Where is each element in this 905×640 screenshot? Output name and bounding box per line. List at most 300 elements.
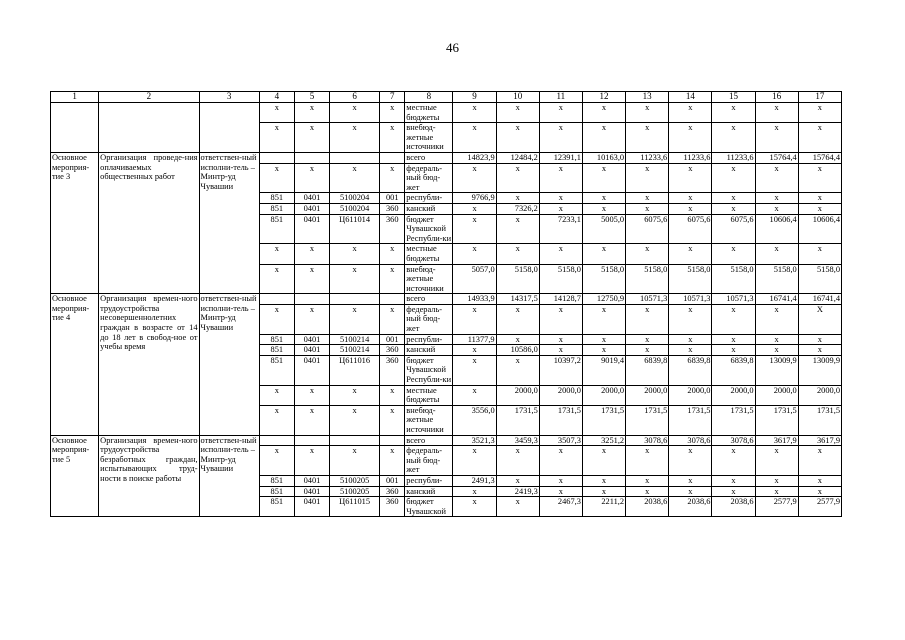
cell-expense-type: x <box>380 123 405 153</box>
cell-section <box>294 435 329 446</box>
cell-value-col-13: x <box>626 345 669 356</box>
cell-value-col-16: 2000,0 <box>755 385 798 405</box>
cell-section: 0401 <box>294 475 329 486</box>
cell-value-col-9: x <box>453 103 496 123</box>
cell-funding-source: республи- <box>405 475 453 486</box>
cell-value-col-16: x <box>755 475 798 486</box>
cell-value-col-11: x <box>539 334 582 345</box>
cell-value-col-13: 5158,0 <box>626 264 669 294</box>
cell-section: 0401 <box>294 334 329 345</box>
cell-target-article: x <box>330 264 380 294</box>
cell-target-article: x <box>330 103 380 123</box>
cell-value-col-9: 3556,0 <box>453 405 496 435</box>
cell-value-col-17: 5158,0 <box>798 264 841 294</box>
cell-value-col-11: 7233,1 <box>539 214 582 244</box>
cell-expense-type: x <box>380 385 405 405</box>
budget-table <box>50 91 842 517</box>
cell-value-col-14: x <box>669 244 712 264</box>
cell-value-col-13: x <box>626 123 669 153</box>
cell-value-col-14: 11233,6 <box>669 152 712 163</box>
cell-value-col-13: x <box>626 446 669 476</box>
cell-value-col-16: x <box>755 103 798 123</box>
column-number-15: 15 <box>712 92 755 103</box>
cell-value-col-16: 5158,0 <box>755 264 798 294</box>
cell-grbs: 851 <box>259 497 294 517</box>
cell-expense-type: x <box>380 163 405 193</box>
cell-expense-type: 360 <box>380 345 405 356</box>
cell-value-col-11: x <box>539 163 582 193</box>
cell-grbs: 851 <box>259 193 294 204</box>
cell-value-col-11: x <box>539 446 582 476</box>
column-number-4: 4 <box>259 92 294 103</box>
cell-value-col-9: x <box>453 486 496 497</box>
cell-grbs: 851 <box>259 486 294 497</box>
cell-value-col-15: x <box>712 203 755 214</box>
cell-value-col-15: 6839,8 <box>712 355 755 385</box>
activity-name: Основное мероприя-тие 4 <box>51 294 99 435</box>
cell-value-col-9: 5057,0 <box>453 264 496 294</box>
column-number-11: 11 <box>539 92 582 103</box>
cell-value-col-14: x <box>669 486 712 497</box>
cell-value-col-11: 10397,2 <box>539 355 582 385</box>
cell-value-col-10: x <box>496 355 539 385</box>
cell-value-col-11: x <box>539 203 582 214</box>
cell-value-col-11: x <box>539 486 582 497</box>
cell-funding-source: федераль-ный бюд-жет <box>405 446 453 476</box>
cell-funding-source: внебюд-жетные источники <box>405 123 453 153</box>
cell-value-col-10: x <box>496 193 539 204</box>
cell-funding-source: внебюд-жетные источники <box>405 264 453 294</box>
cell-value-col-17: x <box>798 486 841 497</box>
cell-funding-source: бюджет Чувашской <box>405 497 453 517</box>
cell-value-col-13: x <box>626 244 669 264</box>
cell-value-col-12: x <box>582 193 625 204</box>
cell-funding-source: внебюд-жетные источники <box>405 405 453 435</box>
cell-value-col-13: x <box>626 486 669 497</box>
cell-value-col-9: x <box>453 355 496 385</box>
table-row <box>51 103 842 123</box>
cell-value-col-12: x <box>582 304 625 334</box>
cell-value-col-9: x <box>453 385 496 405</box>
cell-value-col-16: x <box>755 304 798 334</box>
cell-value-col-9: x <box>453 304 496 334</box>
cell-value-col-13: x <box>626 203 669 214</box>
cell-value-col-16: x <box>755 163 798 193</box>
cell-value-col-13: x <box>626 475 669 486</box>
cell-expense-type: 360 <box>380 214 405 244</box>
cell-value-col-9: x <box>453 345 496 356</box>
cell-value-col-11: 12391,1 <box>539 152 582 163</box>
cell-section: x <box>294 446 329 476</box>
cell-target-article: Ц611015 <box>330 497 380 517</box>
cell-target-article: Ц611014 <box>330 214 380 244</box>
cell-value-col-10: x <box>496 334 539 345</box>
cell-value-col-14: 1731,5 <box>669 405 712 435</box>
cell-value-col-13: x <box>626 304 669 334</box>
cell-section: 0401 <box>294 486 329 497</box>
cell-value-col-9: 14933,9 <box>453 294 496 305</box>
cell-expense-type: 001 <box>380 334 405 345</box>
cell-value-col-10: 1731,5 <box>496 405 539 435</box>
cell-grbs: 851 <box>259 345 294 356</box>
cell-value-col-14: x <box>669 345 712 356</box>
cell-expense-type: x <box>380 264 405 294</box>
cell-value-col-11: x <box>539 103 582 123</box>
cell-value-col-14: x <box>669 203 712 214</box>
cell-expense-type: x <box>380 244 405 264</box>
cell-value-col-14: x <box>669 163 712 193</box>
cell-value-col-10: x <box>496 214 539 244</box>
cell-value-col-15: x <box>712 103 755 123</box>
cell-value-col-16: x <box>755 123 798 153</box>
cell-value-col-16: 15764,4 <box>755 152 798 163</box>
cell-value-col-10: 10586,0 <box>496 345 539 356</box>
activity-description: Организация проведе-ния оплачиваемых общественных работ <box>99 152 199 293</box>
cell-grbs: x <box>259 103 294 123</box>
cell-expense-type: x <box>380 103 405 123</box>
cell-grbs <box>259 294 294 305</box>
cell-value-col-15: x <box>712 446 755 476</box>
cell-value-col-16: x <box>755 244 798 264</box>
cell-value-col-14: x <box>669 446 712 476</box>
cell-target-article <box>330 152 380 163</box>
cell-value-col-17: 16741,4 <box>798 294 841 305</box>
cell-expense-type: x <box>380 446 405 476</box>
column-number-2: 2 <box>99 92 199 103</box>
cell-value-col-12: x <box>582 334 625 345</box>
table-row <box>51 152 842 163</box>
cell-value-col-17: x <box>798 203 841 214</box>
cell-value-col-16: x <box>755 486 798 497</box>
cell-value-col-12: x <box>582 345 625 356</box>
cell-expense-type: 360 <box>380 497 405 517</box>
responsible-executor: ответствен-ный исполни-тель – Минтр-уд Чувашии <box>199 294 259 435</box>
cell-value-col-17: X <box>798 304 841 334</box>
cell-section: x <box>294 163 329 193</box>
cell-value-col-15: 2000,0 <box>712 385 755 405</box>
cell-value-col-13: 11233,6 <box>626 152 669 163</box>
cell-value-col-9: x <box>453 123 496 153</box>
cell-section: x <box>294 264 329 294</box>
cell-value-col-17: x <box>798 334 841 345</box>
cell-value-col-12: 10163,0 <box>582 152 625 163</box>
cell-value-col-12: 5005,0 <box>582 214 625 244</box>
cell-value-col-12: 9019,4 <box>582 355 625 385</box>
cell-grbs: x <box>259 304 294 334</box>
cell-value-col-10: x <box>496 244 539 264</box>
header-row <box>51 92 842 103</box>
cell-value-col-15: 11233,6 <box>712 152 755 163</box>
cell-value-col-9: x <box>453 244 496 264</box>
cell-value-col-11: 14128,7 <box>539 294 582 305</box>
cell-value-col-17: 10606,4 <box>798 214 841 244</box>
cell-funding-source: федераль-ный бюд-жет <box>405 163 453 193</box>
cell-funding-source: всего <box>405 152 453 163</box>
cell-value-col-12: 3251,2 <box>582 435 625 446</box>
cell-section: 0401 <box>294 203 329 214</box>
cell-funding-source: местные бюджеты <box>405 103 453 123</box>
cell-value-col-12: x <box>582 244 625 264</box>
cell-funding-source: всего <box>405 435 453 446</box>
cell-value-col-13: 6839,8 <box>626 355 669 385</box>
cell-value-col-11: x <box>539 244 582 264</box>
cell-value-col-14: 2038,6 <box>669 497 712 517</box>
cell-section: 0401 <box>294 497 329 517</box>
cell-value-col-11: x <box>539 475 582 486</box>
cell-value-col-11: x <box>539 304 582 334</box>
cell-value-col-12: x <box>582 446 625 476</box>
cell-target-article: x <box>330 385 380 405</box>
cell-expense-type <box>380 435 405 446</box>
cell-value-col-10: x <box>496 123 539 153</box>
table-row <box>51 435 842 446</box>
cell-target-article: Ц611016 <box>330 355 380 385</box>
cell-value-col-13: x <box>626 193 669 204</box>
cell-funding-source: республи- <box>405 193 453 204</box>
cell-value-col-10: x <box>496 497 539 517</box>
cell-target-article: x <box>330 405 380 435</box>
cell-grbs <box>259 152 294 163</box>
cell-value-col-15: x <box>712 244 755 264</box>
cell-funding-source: республи- <box>405 334 453 345</box>
cell-expense-type: 360 <box>380 203 405 214</box>
cell-grbs: 851 <box>259 355 294 385</box>
cell-grbs: x <box>259 385 294 405</box>
cell-value-col-15: 2038,6 <box>712 497 755 517</box>
cell-value-col-12: x <box>582 486 625 497</box>
cell-target-article: 5100204 <box>330 203 380 214</box>
cell-value-col-14: 6839,8 <box>669 355 712 385</box>
cell-value-col-14: 2000,0 <box>669 385 712 405</box>
cell-value-col-15: x <box>712 486 755 497</box>
cell-section: 0401 <box>294 193 329 204</box>
cell-value-col-13: x <box>626 334 669 345</box>
cell-value-col-16: x <box>755 203 798 214</box>
cell-value-col-13: 2000,0 <box>626 385 669 405</box>
cell-value-col-12: x <box>582 163 625 193</box>
cell-funding-source: канский <box>405 486 453 497</box>
cell-value-col-17: 13009,9 <box>798 355 841 385</box>
cell-target-article: 5100205 <box>330 486 380 497</box>
cell-value-col-11: 1731,5 <box>539 405 582 435</box>
cell-value-col-10: x <box>496 475 539 486</box>
cell-value-col-14: 5158,0 <box>669 264 712 294</box>
cell-value-col-11: x <box>539 345 582 356</box>
cell-value-col-15: x <box>712 345 755 356</box>
cell-funding-source: федераль-ный бюд-жет <box>405 304 453 334</box>
column-number-13: 13 <box>626 92 669 103</box>
cell-target-article: 5100205 <box>330 475 380 486</box>
activity-name: Основное мероприя-тие 3 <box>51 152 99 293</box>
cell-value-col-15: x <box>712 334 755 345</box>
cell-value-col-14: x <box>669 193 712 204</box>
cell-grbs: 851 <box>259 475 294 486</box>
cell-target-article: x <box>330 244 380 264</box>
cell-funding-source: канский <box>405 203 453 214</box>
cell-section: x <box>294 405 329 435</box>
cell-value-col-9: x <box>453 214 496 244</box>
cell-value-col-13: 1731,5 <box>626 405 669 435</box>
cell-funding-source: местные бюджеты <box>405 244 453 264</box>
cell-value-col-10: 2000,0 <box>496 385 539 405</box>
cell-empty <box>199 103 259 153</box>
cell-value-col-17: x <box>798 446 841 476</box>
column-number-17: 17 <box>798 92 841 103</box>
cell-value-col-17: x <box>798 103 841 123</box>
cell-value-col-12: 5158,0 <box>582 264 625 294</box>
cell-value-col-9: x <box>453 446 496 476</box>
cell-funding-source: канский <box>405 345 453 356</box>
cell-value-col-16: 3617,9 <box>755 435 798 446</box>
cell-value-col-14: 10571,3 <box>669 294 712 305</box>
cell-value-col-15: 3078,6 <box>712 435 755 446</box>
column-number-6: 6 <box>330 92 380 103</box>
cell-value-col-12: x <box>582 123 625 153</box>
cell-value-col-12: 2000,0 <box>582 385 625 405</box>
cell-target-article <box>330 294 380 305</box>
column-number-1: 1 <box>51 92 99 103</box>
cell-value-col-9: 3521,3 <box>453 435 496 446</box>
cell-section <box>294 294 329 305</box>
cell-value-col-13: 6075,6 <box>626 214 669 244</box>
cell-value-col-11: x <box>539 193 582 204</box>
cell-value-col-9: 2491,3 <box>453 475 496 486</box>
cell-value-col-15: 6075,6 <box>712 214 755 244</box>
cell-section: x <box>294 304 329 334</box>
cell-value-col-9: 11377,9 <box>453 334 496 345</box>
cell-value-col-11: 5158,0 <box>539 264 582 294</box>
cell-expense-type <box>380 294 405 305</box>
cell-value-col-10: x <box>496 446 539 476</box>
cell-value-col-15: 5158,0 <box>712 264 755 294</box>
activity-name: Основное мероприя-тие 5 <box>51 435 99 517</box>
column-number-9: 9 <box>453 92 496 103</box>
cell-value-col-15: x <box>712 475 755 486</box>
table-row <box>51 294 842 305</box>
column-number-14: 14 <box>669 92 712 103</box>
cell-value-col-16: 16741,4 <box>755 294 798 305</box>
cell-value-col-12: 1731,5 <box>582 405 625 435</box>
cell-funding-source: местные бюджеты <box>405 385 453 405</box>
cell-grbs: x <box>259 405 294 435</box>
cell-empty <box>99 103 199 153</box>
cell-grbs: 851 <box>259 334 294 345</box>
cell-funding-source: бюджет Чувашской Республи-ки <box>406 214 452 243</box>
cell-value-col-16: 2577,9 <box>755 497 798 517</box>
cell-value-col-16: x <box>755 334 798 345</box>
cell-target-article: 5100204 <box>330 193 380 204</box>
cell-value-col-15: x <box>712 123 755 153</box>
cell-value-col-10: 3459,3 <box>496 435 539 446</box>
cell-value-col-15: x <box>712 304 755 334</box>
cell-grbs: x <box>259 123 294 153</box>
cell-grbs: 851 <box>259 214 294 244</box>
cell-value-col-17: x <box>798 123 841 153</box>
cell-grbs: x <box>259 163 294 193</box>
cell-value-col-16: 13009,9 <box>755 355 798 385</box>
cell-value-col-10: x <box>496 304 539 334</box>
cell-value-col-10: 7326,2 <box>496 203 539 214</box>
cell-grbs: 851 <box>259 203 294 214</box>
cell-value-col-16: x <box>755 193 798 204</box>
column-number-7: 7 <box>380 92 405 103</box>
cell-value-col-12: 2211,2 <box>582 497 625 517</box>
cell-value-col-9: 14823,9 <box>453 152 496 163</box>
cell-target-article: x <box>330 163 380 193</box>
cell-grbs: x <box>259 244 294 264</box>
cell-value-col-14: 3078,6 <box>669 435 712 446</box>
cell-value-col-11: 3507,3 <box>539 435 582 446</box>
cell-funding-source: бюджет Чувашской Республи-ки <box>406 355 452 385</box>
cell-section: x <box>294 123 329 153</box>
cell-value-col-17: 2577,9 <box>798 497 841 517</box>
cell-value-col-14: x <box>669 475 712 486</box>
cell-expense-type <box>380 152 405 163</box>
cell-value-col-17: 2000,0 <box>798 385 841 405</box>
cell-section: 0401 <box>294 214 329 244</box>
responsible-executor: ответствен-ный исполни-тель – Минтр-уд Чувашии <box>199 435 259 517</box>
cell-value-col-14: 6075,6 <box>669 214 712 244</box>
cell-target-article: x <box>330 446 380 476</box>
cell-value-col-17: x <box>798 475 841 486</box>
cell-value-col-17: 3617,9 <box>798 435 841 446</box>
column-number-8: 8 <box>405 92 453 103</box>
cell-value-col-14: x <box>669 304 712 334</box>
cell-expense-type: 360 <box>380 355 405 385</box>
activity-description: Организация времен-ного трудоустройства безработных граждан, испытывающих труд-ности в поиске работы <box>99 435 199 517</box>
cell-value-col-13: x <box>626 163 669 193</box>
cell-value-col-13: x <box>626 103 669 123</box>
cell-value-col-16: x <box>755 446 798 476</box>
cell-value-col-9: 9766,9 <box>453 193 496 204</box>
cell-section: 0401 <box>294 345 329 356</box>
cell-value-col-16: x <box>755 345 798 356</box>
cell-value-col-12: x <box>582 475 625 486</box>
cell-grbs <box>259 435 294 446</box>
cell-value-col-14: x <box>669 334 712 345</box>
column-number-12: 12 <box>582 92 625 103</box>
cell-target-article: 5100214 <box>330 334 380 345</box>
cell-value-col-14: x <box>669 123 712 153</box>
cell-target-article: x <box>330 123 380 153</box>
page-number: 46 <box>446 40 459 55</box>
responsible-executor: ответствен-ный исполни-тель – Минтр-уд Чувашии <box>199 152 259 293</box>
cell-expense-type: 360 <box>380 486 405 497</box>
cell-value-col-12: x <box>582 203 625 214</box>
column-number-5: 5 <box>294 92 329 103</box>
cell-value-col-17: 15764,4 <box>798 152 841 163</box>
cell-section: 0401 <box>294 355 329 385</box>
cell-value-col-16: 10606,4 <box>755 214 798 244</box>
cell-value-col-17: x <box>798 163 841 193</box>
cell-empty <box>51 103 99 153</box>
cell-value-col-15: 1731,5 <box>712 405 755 435</box>
cell-expense-type: 001 <box>380 475 405 486</box>
cell-value-col-12: x <box>582 103 625 123</box>
cell-value-col-11: 2467,3 <box>539 497 582 517</box>
cell-grbs: x <box>259 446 294 476</box>
cell-value-col-11: x <box>539 123 582 153</box>
cell-value-col-13: 2038,6 <box>626 497 669 517</box>
cell-target-article: 5100214 <box>330 345 380 356</box>
cell-value-col-10: 12484,2 <box>496 152 539 163</box>
cell-value-col-17: 1731,5 <box>798 405 841 435</box>
cell-target-article <box>330 435 380 446</box>
cell-value-col-17: x <box>798 193 841 204</box>
cell-value-col-17: x <box>798 244 841 264</box>
column-number-10: 10 <box>496 92 539 103</box>
column-number-16: 16 <box>755 92 798 103</box>
